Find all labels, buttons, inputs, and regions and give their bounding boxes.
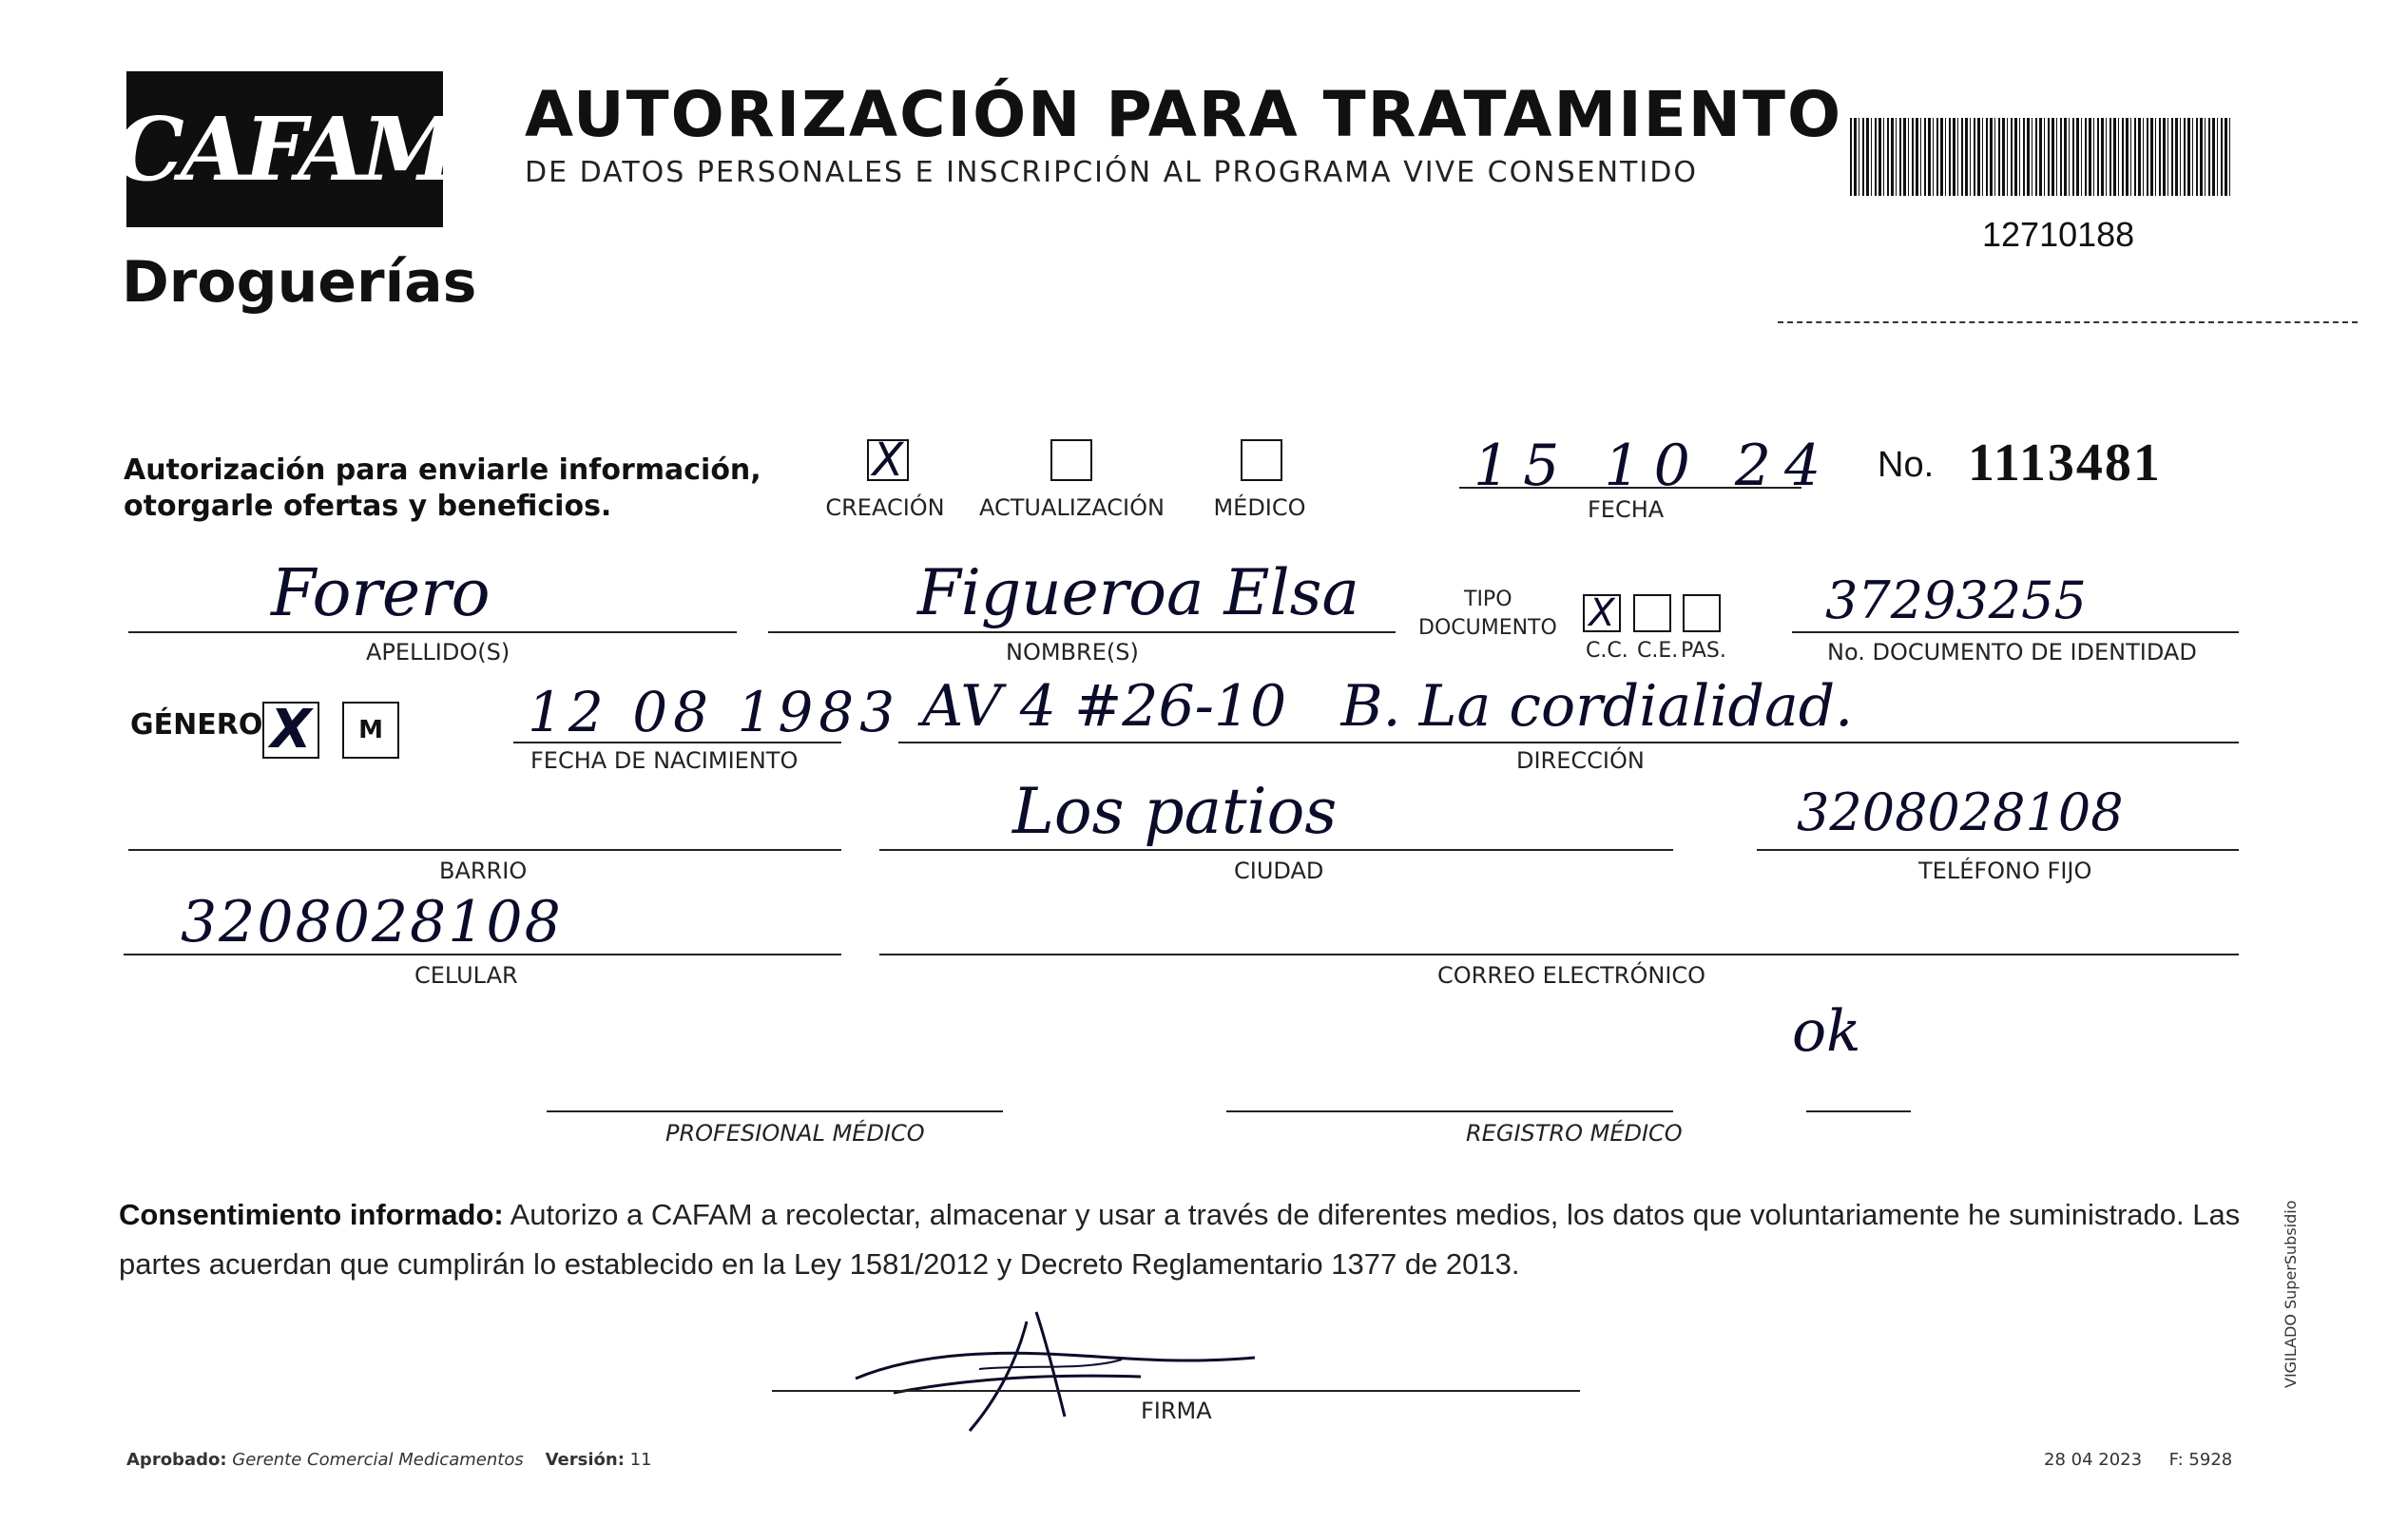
apellidos-label: APELLIDO(S)	[366, 639, 510, 666]
footer-approval	[126, 1450, 652, 1470]
label-pas: PAS.	[1681, 639, 1726, 663]
brand-subtitle: Droguerías	[122, 249, 477, 316]
authorization-text-line2: otorgarle ofertas y beneficios.	[124, 490, 612, 523]
label-cc: C.C.	[1586, 639, 1628, 663]
barrio-line	[128, 849, 841, 851]
form-code: F: 5928	[2168, 1450, 2233, 1470]
version-label: Versión:	[545, 1450, 625, 1470]
nacimiento-line	[513, 742, 841, 743]
tipo-label: TIPO	[1464, 588, 1512, 611]
label-actualizacion: ACTUALIZACIÓN	[979, 494, 1165, 521]
barcode-number: 12710188	[1982, 215, 2135, 254]
date-code: 28 04 2023	[2044, 1450, 2143, 1470]
form-title: AUTORIZACIÓN PARA TRATAMIENTO	[525, 78, 1843, 151]
genero-m-label: M	[358, 716, 383, 744]
registro-line	[1226, 1110, 1673, 1112]
genero-label: GÉNERO	[130, 708, 263, 742]
fecha-value[interactable]: 15 10 24	[1474, 433, 1835, 499]
cc-check-mark: X	[1589, 591, 1615, 635]
ciudad-value[interactable]: Los patios	[1012, 775, 1338, 848]
version-value: 11	[629, 1450, 652, 1470]
cafam-logo	[114, 71, 455, 227]
ciudad-label: CIUDAD	[1234, 858, 1324, 884]
aprobado-value: Gerente Comercial Medicamentos	[232, 1450, 524, 1470]
documento-label: No. DOCUMENTO DE IDENTIDAD	[1827, 639, 2197, 666]
numero-label: No.	[1878, 445, 1935, 485]
checkbox-genero-f[interactable]	[262, 699, 319, 761]
firma-label: FIRMA	[1141, 1398, 1212, 1424]
consent-lead: Consentimiento informado:	[119, 1198, 504, 1231]
consent-text: Autorizo a CAFAM a recolectar, almacenar y usar a través de diferentes medios, los datos que voluntariamente he suministrado. Las partes acuerdan que cumplirán lo establecido en la Ley 1581/2012 y Decreto Reglamentario 1377 de 2013.	[119, 1198, 2241, 1281]
ciudad-line	[879, 849, 1673, 851]
label-medico: MÉDICO	[1213, 494, 1306, 521]
checkbox-genero-m[interactable]	[342, 702, 399, 759]
nacimiento-label: FECHA DE NACIMIENTO	[530, 747, 799, 774]
fecha-line	[1459, 487, 1801, 489]
creacion-check-mark: X	[872, 434, 904, 487]
aprobado-label: Aprobado:	[126, 1450, 227, 1470]
documento-type-label: DOCUMENTO	[1418, 616, 1557, 640]
label-creacion: CREACIÓN	[825, 494, 945, 521]
genero-f-mark: X	[270, 699, 312, 761]
authorization-text	[124, 453, 770, 525]
documento-value[interactable]: 37293255	[1825, 570, 2087, 630]
fecha-label: FECHA	[1588, 496, 1665, 523]
nombres-value[interactable]: Figueroa Elsa	[917, 556, 1359, 629]
correo-line	[879, 954, 2239, 955]
telefono-line	[1757, 849, 2239, 851]
celular-value[interactable]: 3208028108	[181, 889, 563, 955]
checkbox-ce[interactable]	[1633, 594, 1671, 632]
firma-line	[772, 1390, 1580, 1392]
form-subtitle: DE DATOS PERSONALES E INSCRIPCIÓN AL PROGRAMA VIVE CONSENTIDO	[525, 156, 1698, 189]
nacimiento-value[interactable]: 12 08 1983	[528, 680, 901, 744]
nombres-line	[768, 631, 1396, 633]
direccion-value[interactable]: AV 4 #26-10 B. La cordialidad.	[922, 673, 1854, 740]
signature-drawing	[837, 1302, 1283, 1436]
logo-text: CAFAM	[114, 98, 455, 201]
barrio-label: BARRIO	[439, 858, 528, 884]
footer-codes	[2044, 1450, 2232, 1470]
checkbox-cc[interactable]	[1583, 591, 1621, 635]
profesional-label: PROFESIONAL MÉDICO	[665, 1120, 925, 1147]
consent-paragraph	[119, 1190, 2296, 1289]
apellidos-value[interactable]: Forero	[271, 556, 491, 631]
registro-label: REGISTRO MÉDICO	[1466, 1120, 1683, 1147]
documento-line	[1792, 631, 2239, 633]
medico-mark: ok	[1792, 998, 1861, 1065]
correo-label: CORREO ELECTRÓNICO	[1437, 962, 1706, 989]
dashed-divider	[1778, 321, 2358, 323]
direccion-line	[898, 742, 2239, 743]
checkbox-medico[interactable]	[1241, 439, 1282, 481]
vigilado-note: VIGILADO SuperSubsidio	[2282, 1200, 2300, 1388]
telefono-value[interactable]: 3208028108	[1797, 782, 2124, 842]
checkbox-actualizacion[interactable]	[1050, 439, 1092, 481]
numero-value: 1113481	[1968, 434, 2162, 492]
nombres-label: NOMBRE(S)	[1006, 639, 1139, 666]
checkbox-creacion[interactable]	[867, 434, 909, 487]
telefono-label: TELÉFONO FIJO	[1918, 858, 2092, 884]
authorization-text-line1: Autorización para enviarle información,	[124, 453, 761, 487]
label-ce: C.E.	[1637, 639, 1679, 663]
celular-line	[124, 954, 841, 955]
checkbox-pas[interactable]	[1683, 594, 1721, 632]
apellidos-line	[128, 631, 737, 633]
celular-label: CELULAR	[414, 962, 518, 989]
direccion-label: DIRECCIÓN	[1516, 747, 1645, 774]
registro-short-line	[1806, 1110, 1911, 1112]
profesional-line	[547, 1110, 1003, 1112]
barcode	[1850, 118, 2230, 196]
